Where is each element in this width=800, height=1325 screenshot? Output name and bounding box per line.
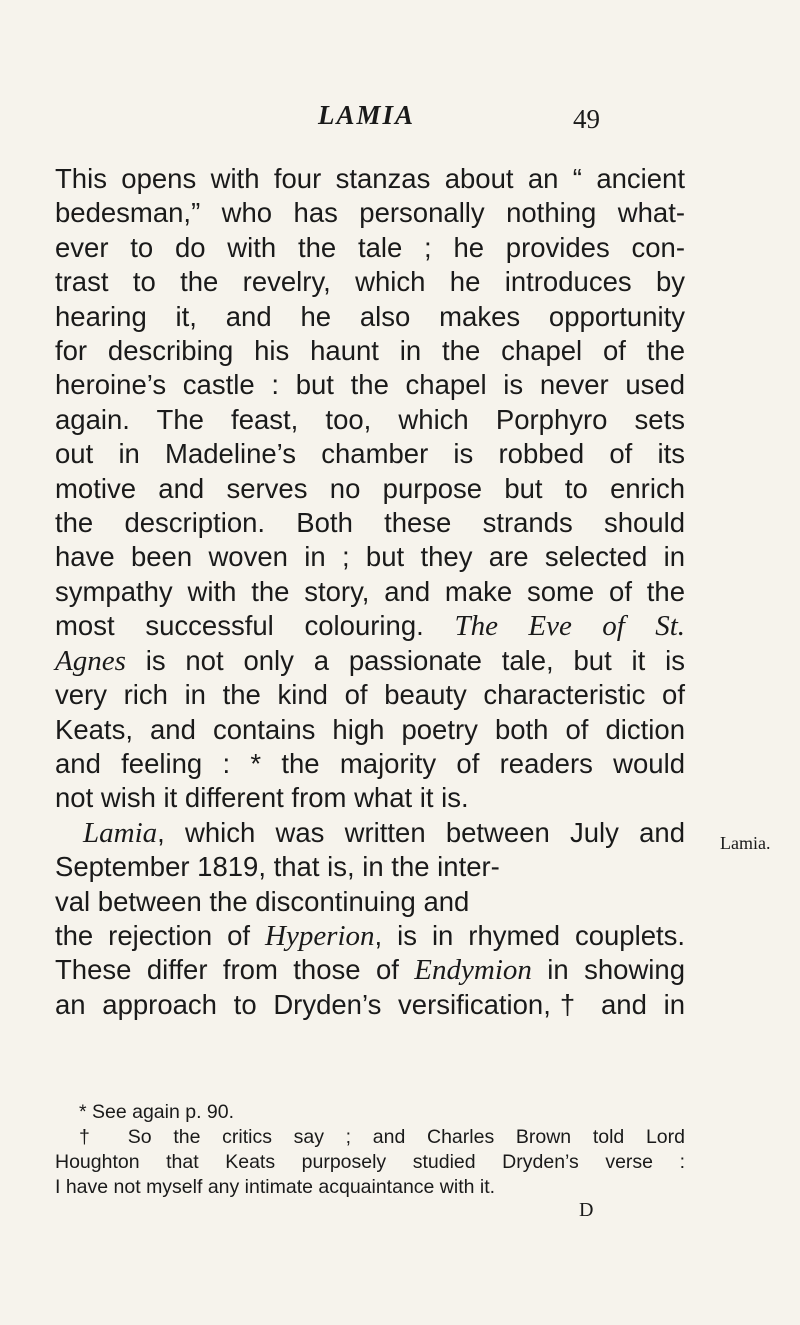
text-line: have been woven in ; but they are selected in: [55, 541, 685, 573]
text-line: [55, 644, 685, 678]
text-line: [55, 816, 685, 850]
text-line: an approach to Dryden’s versification,† and in: [55, 988, 685, 1020]
footnote: † So the critics say ; and Charles Brown told Lord: [79, 1126, 685, 1148]
signature-mark: D: [579, 1199, 594, 1221]
text-segment: is not only a passionate tale, but it is: [145, 644, 685, 676]
book-title: Agnes: [55, 644, 126, 677]
text-line: [55, 609, 685, 643]
body-text: [55, 162, 685, 1022]
text-line: This opens with four stanzas about an “ ancient: [55, 163, 685, 194]
text-line: [55, 919, 685, 953]
text-line: ever to do with the tale ; he provides con-: [55, 231, 685, 263]
footnotes: [55, 1100, 685, 1200]
text-segment: the rejection of: [55, 919, 251, 951]
book-title: Lamia: [83, 816, 158, 849]
text-line: the description. Both these strands should: [55, 507, 685, 539]
text-line: out in Madeline’s chamber is robbed of its: [55, 438, 685, 470]
text-line: trast to the revelry, which he introduces by: [55, 266, 685, 298]
text-segment: in showing: [547, 954, 685, 986]
page-header: [0, 100, 800, 140]
text-line: not wish it different from what it is.: [55, 782, 469, 814]
text-line: sympathy with the story, and make some of the: [55, 575, 685, 607]
footnote: Houghton that Keats purposely studied Dryden’s verse :: [55, 1151, 685, 1173]
text-line: and feeling : * the majority of readers would: [55, 747, 685, 779]
text-line: Keats, and contains high poetry both of diction: [55, 713, 685, 745]
text-segment: , which was written between July and: [157, 816, 685, 848]
text-segment: These differ from those of: [55, 954, 399, 986]
text-line: val between the discontinuing and: [55, 885, 470, 917]
footnote: * See again p. 90.: [79, 1101, 235, 1123]
running-head: LAMIA: [318, 100, 416, 130]
text-line: [55, 953, 685, 987]
text-line: September 1819, that is, in the inter-: [55, 851, 500, 883]
footnote: I have not myself any intimate acquaintance with it.: [55, 1176, 496, 1198]
book-title: The Eve of St.: [454, 610, 686, 643]
text-line: for describing his haunt in the chapel of the: [55, 335, 685, 367]
text-line: motive and serves no purpose but to enrich: [55, 472, 685, 504]
page-number: 49: [573, 104, 600, 134]
book-title: Hyperion: [265, 919, 375, 952]
text-line: heroine’s castle : but the chapel is never used: [55, 369, 685, 401]
margin-note: Lamia.: [720, 833, 771, 853]
text-segment: , is in rhymed couplets.: [374, 919, 686, 951]
text-line: very rich in the kind of beauty characteristic of: [55, 679, 685, 711]
text-line: hearing it, and he also makes opportunity: [55, 300, 685, 332]
text-line: again. The feast, too, which Porphyro sets: [55, 403, 685, 435]
text-segment: most successful colouring.: [55, 610, 424, 642]
book-title: Endymion: [414, 954, 532, 987]
text-line: bedesman,” who has personally nothing what-: [55, 197, 685, 229]
